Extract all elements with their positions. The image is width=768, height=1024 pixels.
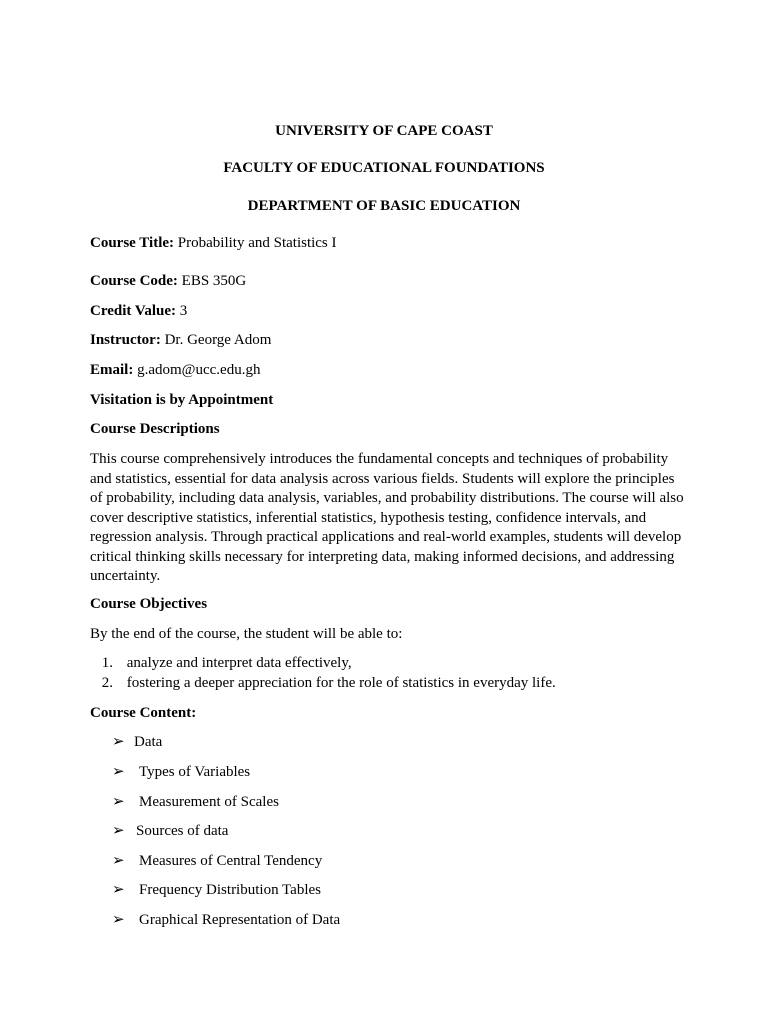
arrow-bullet-icon: ➢	[112, 912, 125, 928]
email-label: Email:	[90, 362, 134, 378]
credit-value-label: Credit Value:	[90, 303, 176, 319]
email-line	[90, 361, 260, 379]
content-item-text: Sources of data	[136, 823, 229, 839]
university-heading: UNIVERSITY OF CAPE COAST	[275, 123, 493, 139]
content-item-text: Frequency Distribution Tables	[139, 882, 321, 898]
credit-value-line	[90, 302, 187, 320]
course-title-value: Probability and Statistics I	[177, 235, 337, 251]
objective-item	[90, 654, 352, 672]
objective-number: 1.	[101, 655, 113, 671]
content-list-item	[112, 822, 228, 840]
content-item-text: Data	[134, 734, 163, 750]
course-title-label: Course Title:	[90, 235, 175, 251]
content-item-text: Measures of Central Tendency	[139, 853, 323, 869]
content-item-text: Measurement of Scales	[139, 794, 279, 810]
arrow-bullet-icon: ➢	[112, 853, 125, 869]
course-objectives-heading: Course Objectives	[90, 596, 208, 612]
content-list-item	[112, 911, 340, 929]
content-list-item	[112, 793, 279, 811]
objective-text: analyze and interpret data effectively,	[126, 655, 352, 671]
arrow-bullet-icon: ➢	[112, 734, 125, 750]
arrow-bullet-icon: ➢	[112, 882, 125, 898]
objectives-intro: By the end of the course, the student will be able to:	[90, 626, 403, 642]
content-list-item	[112, 881, 321, 899]
content-item-text: Types of Variables	[139, 764, 251, 780]
course-descriptions-heading: Course Descriptions	[90, 421, 220, 437]
objective-text: fostering a deeper appreciation for the role of statistics in everyday life.	[126, 675, 556, 691]
course-title-line	[90, 234, 337, 252]
course-description-paragraph: This course comprehensively introduces the fundamental concepts and techniques of probability and statistics, essential for data analysis across various fields. Students will explore the principles of probability, including data analysis, variables, and probability distributions. The course will also cover descriptive statistics, inferential statistics, hypothesis testing, confidence intervals, and regression analysis. Through practical applications and real-world examples, students will develop critical thinking skills necessary for interpreting data, making informed decisions, and addressing uncertainty.	[90, 451, 684, 584]
course-code-value: EBS 350G	[181, 273, 247, 289]
instructor-value: Dr. George Adom	[164, 332, 272, 348]
content-list-item	[112, 852, 322, 870]
visitation-note: Visitation is by Appointment	[90, 392, 274, 408]
content-item-text: Graphical Representation of Data	[139, 912, 341, 928]
department-heading: DEPARTMENT OF BASIC EDUCATION	[247, 198, 521, 214]
course-content-heading: Course Content:	[90, 705, 197, 721]
objective-number: 2.	[101, 675, 113, 691]
arrow-bullet-icon: ➢	[112, 794, 125, 810]
credit-value-value: 3	[179, 303, 188, 319]
instructor-line	[90, 331, 271, 349]
arrow-bullet-icon: ➢	[112, 764, 125, 780]
content-list-item	[112, 763, 250, 781]
course-code-label: Course Code:	[90, 273, 178, 289]
course-code-line	[90, 272, 246, 290]
faculty-heading: FACULTY OF EDUCATIONAL FOUNDATIONS	[223, 160, 545, 176]
instructor-label: Instructor:	[90, 332, 161, 348]
arrow-bullet-icon: ➢	[112, 823, 125, 839]
objective-item	[90, 674, 556, 692]
email-value: g.adom@ucc.edu.gh	[137, 362, 261, 378]
content-list-item	[112, 733, 162, 751]
